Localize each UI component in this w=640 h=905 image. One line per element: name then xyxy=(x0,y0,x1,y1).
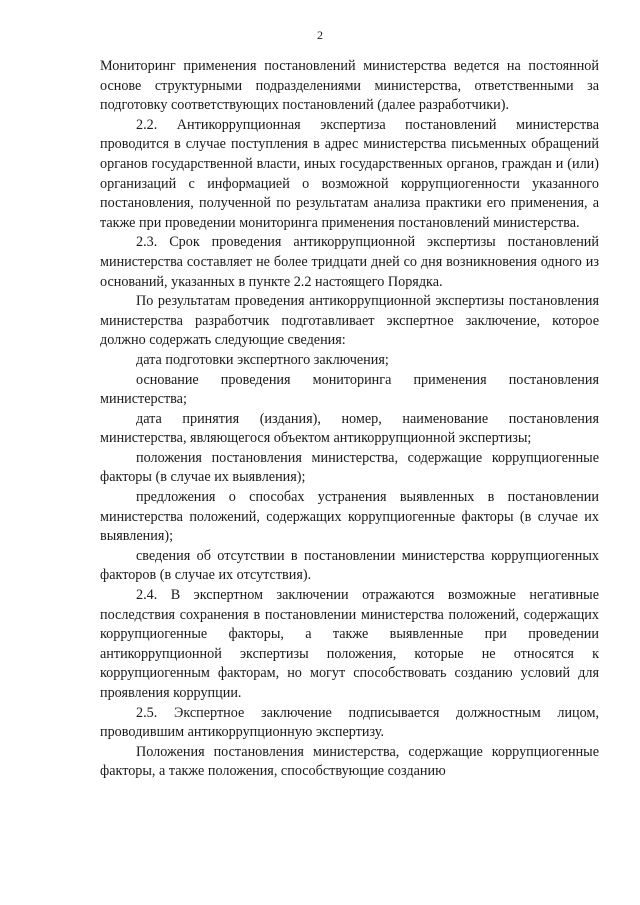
list-item-adoption: дата принятия (издания), номер, наименование постановления министерства, являющегося объектом антикоррупционной экспертизы; xyxy=(100,410,599,447)
paragraph-2-3: 2.3. Срок проведения антикоррупционной экспертизы постановлений министерства составляет не более тридцати дней со дня возникновения одного из оснований, указанных в пункте 2.2 настоящего Порядка. xyxy=(100,234,599,290)
list-item-absence: сведения об отсутствии в постановлении министерства коррупциогенных факторов (в случае их отсутствия). xyxy=(100,547,599,584)
page-number: 2 xyxy=(317,28,323,42)
list-item-proposals: предложения о способах устранения выявленных в постановлении министерства положений, содержащих коррупциогенные факторы (в случае их выявления); xyxy=(100,489,599,545)
paragraph-2-2: 2.2. Антикоррупционная экспертиза постановлений министерства проводится в случае поступления в адрес министерства письменных обращений органов государственной власти, иных государственных органов, граждан и (или) организаций с информацией о возможной коррупциогенности указанного постановления, полученной по результатам анализа практики его применения, а также при проведении мониторинга применения постановлений министерства. xyxy=(100,116,599,231)
list-item-provisions: положения постановления министерства, содержащие коррупциогенные факторы (в случае их выявления); xyxy=(100,449,599,486)
document-body xyxy=(100,57,599,782)
paragraph-expert-conclusion: По результатам проведения антикоррупционной экспертизы постановления министерства разработчик подготавливает экспертное заключение, которое должно содержать следующие сведения: xyxy=(100,293,599,349)
list-item-date: дата подготовки экспертного заключения; xyxy=(136,351,389,368)
paragraph-provisions: Положения постановления министерства, содержащие коррупциогенные факторы, а также положения, способствующие созданию xyxy=(100,743,599,780)
paragraph-monitoring: Мониторинг применения постановлений министерства ведется на постоянной основе структурными подразделениями министерства, ответственными за подготовку соответствующих постановлений (далее разработчики). xyxy=(100,58,599,114)
paragraph-2-5: 2.5. Экспертное заключение подписывается должностным лицом, проводившим антикоррупционную экспертизу. xyxy=(100,704,599,741)
paragraph-2-4: 2.4. В экспертном заключении отражаются возможные негативные последствия сохранения в постановлении министерства положений, содержащих коррупциогенные факторы, а также выявленные при проведении антикоррупционной экспертизы положения, которые не относятся к коррупциогенным факторам, но могут способствовать созданию условий для проявления коррупции. xyxy=(100,587,599,701)
list-item-basis: основание проведения мониторинга применения постановления министерства; xyxy=(100,371,599,408)
